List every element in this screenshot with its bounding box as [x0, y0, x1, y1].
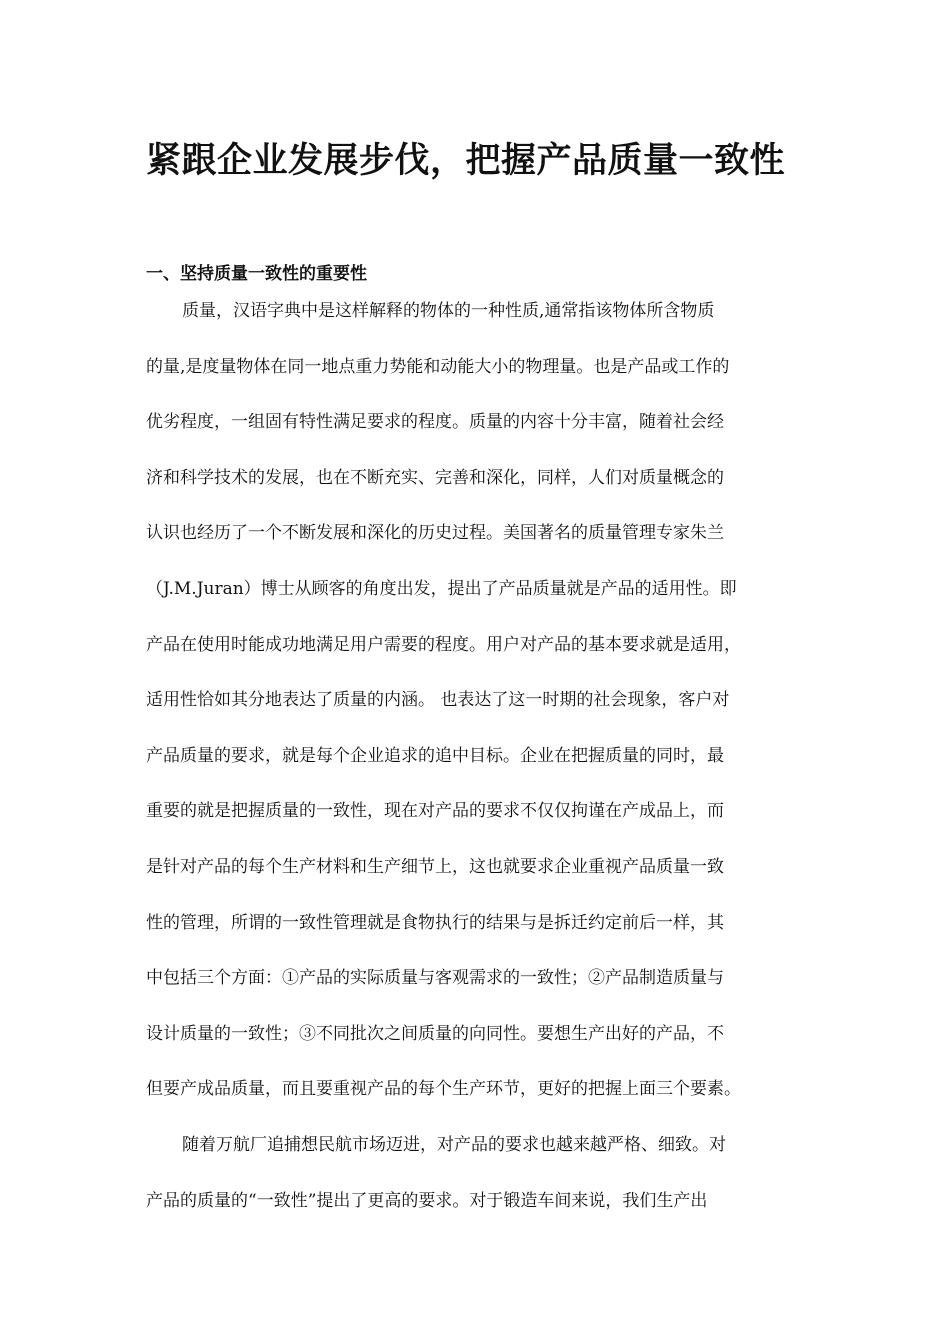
text-line: （J.M.Juran）博士从顾客的角度出发，提出了产品质量就是产品的适用性。即: [146, 578, 737, 599]
text-line: 是针对产品的每个生产材料和生产细节上，这也就要求企业重视产品质量一致: [146, 856, 724, 877]
text-line: 但要产成品质量，而且要重视产品的每个生产环节，更好的把握上面三个要素。: [146, 1079, 741, 1100]
paragraph: [146, 296, 826, 1130]
section-heading: 一、坚持质量一致性的重要性: [146, 264, 367, 284]
paragraph: [146, 1130, 826, 1241]
text-line: 质量，汉语字典中是这样解释的物体的一种性质,通常指该物体所含物质: [182, 301, 715, 321]
text-line: 中包括三个方面：①产品的实际质量与客观需求的一致性；②产品制造质量与: [146, 968, 724, 989]
text-line: 适用性恰如其分地表达了质量的内涵。 也表达了这一时期的社会现象，客户对: [146, 690, 730, 711]
text-line: 产品的质量的“一致性”提出了更高的要求。对于锻造车间来说，我们生产出: [146, 1190, 708, 1211]
text-line: 设计质量的一致性；③不同批次之间质量的向同性。要想生产出好的产品，不: [146, 1023, 724, 1044]
text-line: 产品质量的要求，就是每个企业追求的追中目标。企业在把握质量的同时，最: [146, 745, 724, 766]
text-line: 济和科学技术的发展，也在不断充实、完善和深化，同样，人们对质量概念的: [146, 467, 724, 488]
text-line: 的量,是度量物体在同一地点重力势能和动能大小的物理量。也是产品或工作的: [146, 356, 730, 377]
text-line: 产品在使用时能成功地满足用户需要的程度。用户对产品的基本要求就是适用，: [146, 634, 741, 655]
text-line: 性的管理，所谓的一致性管理就是食物执行的结果与是拆迁约定前后一样，其: [146, 912, 724, 933]
document-title: 紧跟企业发展步伐，把握产品质量一致性: [146, 141, 786, 181]
text-line: 优劣程度，一组固有特性满足要求的程度。质量的内容十分丰富，随着社会经: [146, 412, 724, 433]
text-line: 重要的就是把握质量的一致性，现在对产品的要求不仅仅拘谨在产成品上，而: [146, 801, 724, 822]
text-line: 随着万航厂追捕想民航市场迈进，对产品的要求也越来越严格、细致。对: [182, 1134, 726, 1155]
text-line: 认识也经历了一个不断发展和深化的历史过程。美国著名的质量管理专家朱兰: [146, 523, 724, 544]
document-body: [146, 296, 826, 1241]
